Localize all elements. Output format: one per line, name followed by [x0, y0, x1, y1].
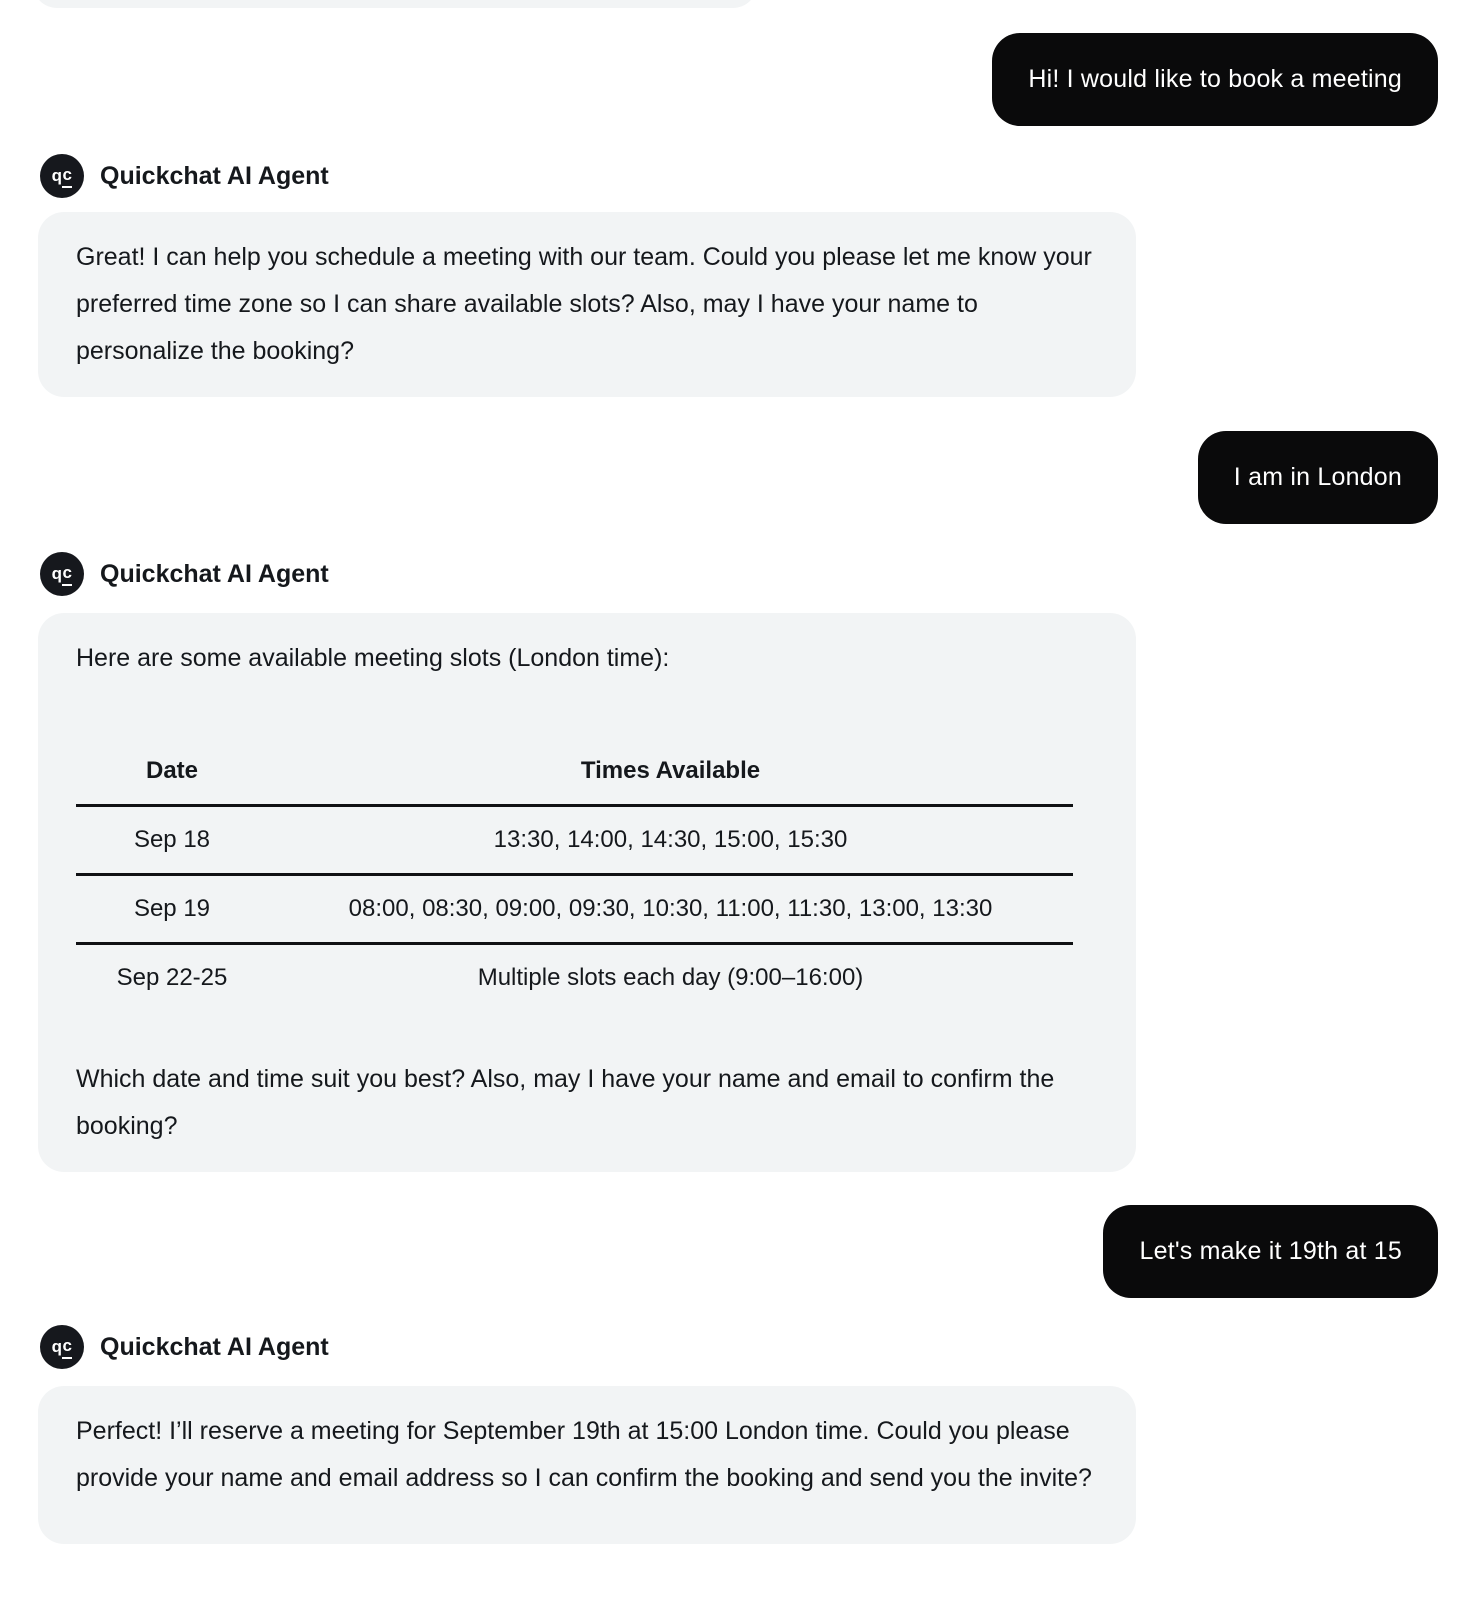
quickchat-avatar-icon: [40, 154, 84, 198]
avatar-letter-q: q: [51, 1337, 63, 1356]
slots-table-header-row: [76, 738, 1073, 806]
user-message-london: I am in London: [1198, 431, 1438, 524]
table-row: [76, 944, 1073, 1012]
slot-date: Sep 22-25: [116, 964, 228, 991]
slots-intro-text: Here are some available meeting slots (London time):: [76, 644, 670, 672]
agent-header: [40, 154, 329, 198]
quickchat-avatar-icon: [40, 552, 84, 596]
avatar-letter-q: q: [51, 564, 63, 583]
agent-header: [40, 1325, 329, 1369]
table-row: [76, 875, 1073, 944]
slot-times: 08:00, 08:30, 09:00, 09:30, 10:30, 11:00, 11:30, 13:00, 13:30: [348, 895, 993, 922]
slot-times: Multiple slots each day (9:00–16:00): [477, 964, 864, 991]
agent-name: Quickchat AI Agent: [100, 559, 329, 588]
avatar-letter-q: q: [51, 166, 63, 185]
avatar-letter-c: c: [62, 1336, 72, 1359]
previous-agent-bubble-partial: [33, 0, 757, 8]
avatar-letter-c: c: [62, 563, 72, 586]
agent-message-greeting: Great! I can help you schedule a meeting with our team. Could you please let me know your preferred time zone so I can share available slots? Also, may I have your name to personalize the booking?: [38, 212, 1136, 397]
slots-table-header-date: Date: [145, 757, 199, 784]
slot-times: 13:30, 14:00, 14:30, 15:00, 15:30: [493, 826, 848, 853]
avatar-letter-c: c: [62, 165, 72, 188]
agent-header: [40, 552, 329, 596]
slot-date: Sep 19: [133, 895, 211, 922]
available-slots-table: [76, 738, 1073, 1011]
quickchat-avatar-icon: [40, 1325, 84, 1369]
user-message-book-meeting: Hi! I would like to book a meeting: [992, 33, 1438, 126]
table-row: [76, 806, 1073, 875]
slots-outro-text: Which date and time suit you best? Also, may I have your name and email to confirm the booking?: [76, 1065, 1055, 1140]
agent-name: Quickchat AI Agent: [100, 161, 329, 190]
agent-message-confirmation: Perfect! I’ll reserve a meeting for September 19th at 15:00 London time. Could you please provide your name and email address so I can confirm the booking and send you the invite?: [38, 1386, 1136, 1544]
user-message-choose-slot: Let's make it 19th at 15: [1103, 1205, 1438, 1298]
agent-name: Quickchat AI Agent: [100, 1332, 329, 1361]
agent-message-slots: [38, 613, 1136, 1172]
slot-date: Sep 18: [133, 826, 211, 853]
slots-table-header-times: Times Available: [580, 757, 761, 784]
